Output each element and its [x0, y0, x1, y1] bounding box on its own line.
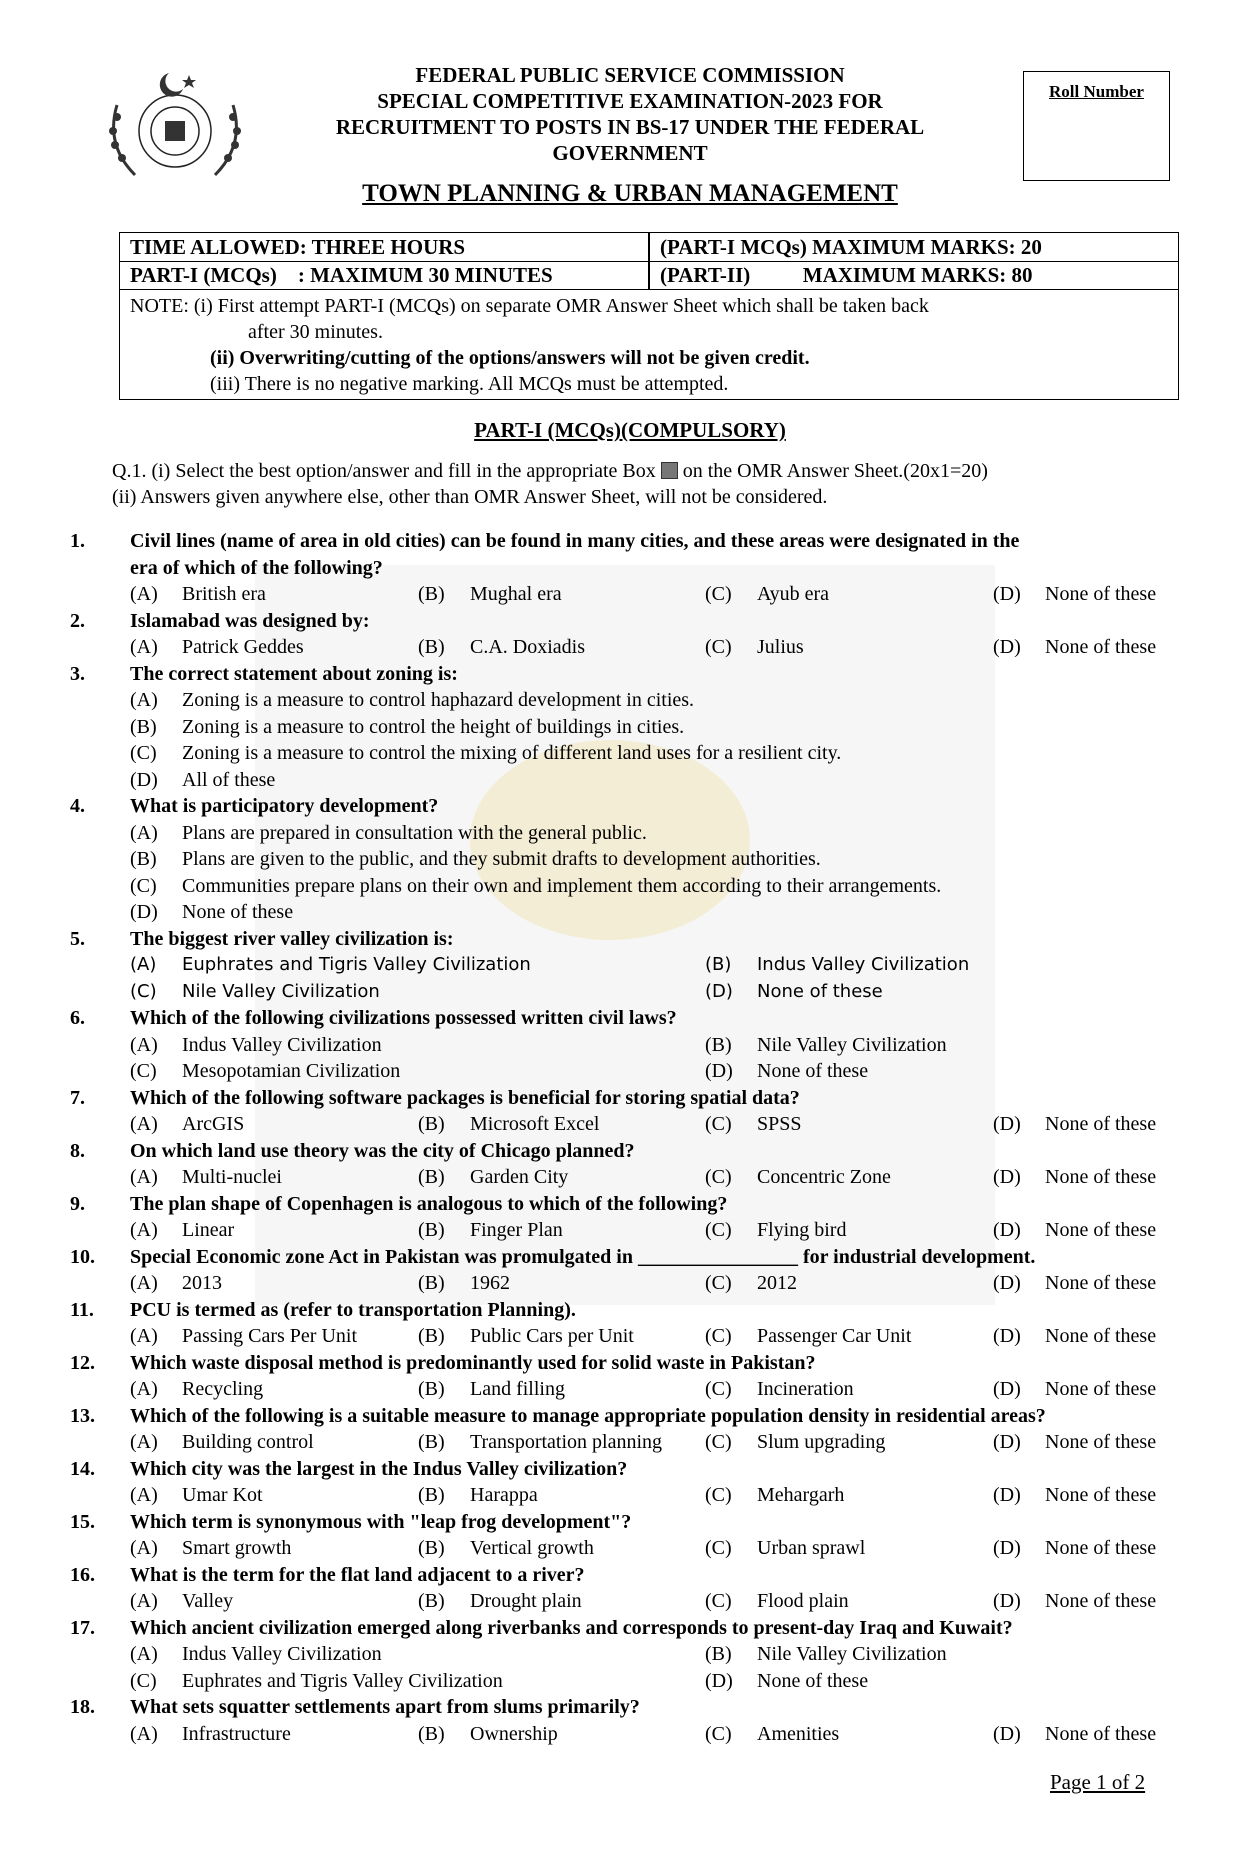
option-d[interactable] [993, 1219, 1156, 1245]
option-text: Nile Valley Civilization [757, 1033, 947, 1056]
option-label: (B) [418, 1113, 445, 1135]
option-text: Concentric Zone [757, 1166, 891, 1188]
option-label: (C) [705, 1272, 732, 1294]
option-a[interactable] [130, 1723, 291, 1749]
option-c[interactable] [130, 981, 380, 1007]
option-c[interactable] [705, 1325, 911, 1351]
question-number: 11. [70, 1298, 94, 1321]
question-text: Which of the following civilizations possessed written civil laws? [130, 1007, 677, 1029]
option-label: (A) [130, 1272, 158, 1294]
option-text: Transportation planning [470, 1431, 663, 1453]
option-d[interactable] [705, 1060, 868, 1086]
question-number: 15. [70, 1510, 95, 1533]
option-label: (B) [418, 636, 445, 658]
option-text: None of these [1045, 1219, 1157, 1241]
part-heading: PART-I (MCQs)(COMPULSORY) [474, 418, 786, 442]
option-text: All of these [182, 768, 276, 791]
omr-box-icon [661, 462, 678, 479]
option-label: (A) [130, 583, 158, 605]
option-text: Ayub era [757, 583, 830, 605]
option-b[interactable] [418, 636, 585, 662]
note-1-cont: after 30 minutes. [248, 321, 383, 343]
option-text: Valley [182, 1590, 234, 1612]
option-label: (C) [705, 636, 732, 658]
option-text: None of these [1045, 1113, 1157, 1135]
option-text: Plans are prepared in consultation with the general public. [182, 821, 647, 844]
page-number: Page 1 of 2 [1050, 1770, 1146, 1794]
option-text: Vertical growth [470, 1537, 594, 1559]
option-d[interactable] [130, 769, 275, 795]
option-text: Land filling [470, 1378, 565, 1400]
option-text: Zoning is a measure to control haphazard development in cities. [182, 689, 695, 711]
option-d[interactable] [130, 901, 293, 927]
instruction-line-1b: on the OMR Answer Sheet.(20x1=20) [682, 460, 988, 482]
option-b[interactable] [418, 1484, 538, 1510]
option-text: British era [182, 583, 266, 605]
option-label: (C) [705, 1378, 732, 1400]
option-c[interactable] [705, 1219, 846, 1245]
option-label: (A) [130, 1431, 158, 1453]
option-text: Mughal era [470, 583, 562, 605]
option-text: Indus Valley Civilization [757, 954, 970, 975]
option-text: None of these [1045, 1325, 1157, 1347]
option-text: None of these [1045, 1722, 1157, 1745]
option-label: (D) [993, 1590, 1021, 1612]
option-label: (B) [418, 1590, 445, 1612]
option-label: (A) [130, 1590, 158, 1612]
question-text: What is the term for the flat land adjacent to a river? [130, 1563, 585, 1586]
option-label: (C) [705, 1219, 732, 1241]
option-a[interactable] [130, 1219, 234, 1245]
note-2: (ii) Overwriting/cutting of the options/answers will not be given credit. [210, 347, 810, 369]
option-label: (A) [130, 1166, 158, 1188]
question-text: Civil lines (name of area in old cities) can be found in many cities, and these areas were designated in the [130, 530, 1020, 552]
option-b[interactable] [705, 1643, 947, 1669]
option-label: (D) [993, 1537, 1021, 1559]
option-b[interactable] [418, 1219, 563, 1245]
question-text: Which ancient civilization emerged along riverbanks and corresponds to present-day Iraq and Kuwait? [130, 1616, 1013, 1639]
option-label: (B) [705, 1643, 732, 1665]
option-label: (D) [705, 980, 733, 1002]
instruction-line-2: (ii) Answers given anywhere else, other than OMR Answer Sheet, will not be considered. [112, 486, 828, 508]
option-text: Mesopotamian Civilization [182, 1060, 401, 1082]
option-label: (D) [993, 583, 1021, 605]
question-number: 8. [70, 1139, 85, 1162]
option-label: (B) [418, 1484, 445, 1506]
question-number: 9. [70, 1192, 85, 1215]
option-text: None of these [757, 1669, 869, 1692]
option-b[interactable] [418, 1378, 565, 1404]
option-label: (C) [130, 874, 157, 897]
option-b[interactable] [418, 1590, 582, 1616]
option-text: Flood plain [757, 1590, 849, 1612]
option-text: None of these [1045, 1378, 1157, 1400]
option-b[interactable] [130, 848, 821, 874]
option-b[interactable] [418, 1723, 558, 1749]
option-label: (B) [418, 1431, 445, 1453]
option-c[interactable] [705, 1484, 844, 1510]
option-text: None of these [1045, 1484, 1157, 1506]
option-a[interactable] [130, 1484, 263, 1510]
option-label: (D) [705, 1060, 733, 1082]
question-text: Which waste disposal method is predominantly used for solid waste in Pakistan? [130, 1351, 816, 1374]
option-text: Garden City [470, 1166, 569, 1188]
option-d[interactable] [993, 1484, 1156, 1510]
option-text: Ownership [470, 1722, 558, 1745]
option-label: (A) [130, 1219, 158, 1241]
option-text: Infrastructure [182, 1722, 291, 1745]
option-d[interactable] [993, 1113, 1156, 1139]
option-text: Amenities [757, 1722, 840, 1745]
question-text: Which term is synonymous with "leap frog development"? [130, 1510, 632, 1533]
option-label: (C) [705, 1722, 732, 1745]
option-label: (A) [130, 954, 157, 975]
option-text: None of these [1045, 636, 1157, 658]
option-text: C.A. Doxiadis [470, 636, 585, 658]
option-text: None of these [757, 980, 883, 1002]
option-c[interactable] [705, 1537, 865, 1563]
option-text: Patrick Geddes [182, 636, 304, 658]
question-number: 1. [70, 530, 85, 552]
exam-notes [130, 293, 1170, 397]
option-b[interactable] [705, 954, 969, 980]
option-text: None of these [1045, 1272, 1157, 1294]
option-text: Umar Kot [182, 1484, 263, 1506]
fpsc-emblem-icon [95, 65, 255, 190]
option-label: (D) [705, 1669, 733, 1692]
option-label: (B) [130, 848, 157, 870]
option-text: None of these [1045, 1537, 1157, 1559]
option-label: (A) [130, 1643, 158, 1665]
option-text: Microsoft Excel [470, 1113, 600, 1135]
option-text: Julius [757, 636, 804, 658]
option-label: (B) [418, 1272, 445, 1294]
question-number: 3. [70, 662, 85, 685]
option-text: Mehargarh [757, 1484, 845, 1506]
option-text: Plans are given to the public, and they submit drafts to development authorities. [182, 848, 821, 870]
option-label: (B) [418, 1378, 445, 1400]
option-text: Linear [182, 1219, 235, 1241]
option-text: 1962 [470, 1272, 510, 1294]
option-a[interactable] [130, 1034, 382, 1060]
option-text: Drought plain [470, 1590, 582, 1612]
option-b[interactable] [418, 1272, 510, 1298]
question-number: 6. [70, 1007, 85, 1029]
option-text: Multi-nuclei [182, 1166, 282, 1188]
question-number: 17. [70, 1616, 95, 1639]
option-label: (B) [130, 715, 157, 738]
option-label: (B) [418, 1219, 445, 1241]
question-number: 7. [70, 1086, 85, 1109]
option-text: None of these [182, 901, 294, 923]
question-number: 10. [70, 1245, 95, 1268]
question-text: Which city was the largest in the Indus Valley civilization? [130, 1457, 628, 1480]
option-text: Finger Plan [470, 1219, 563, 1241]
question-text: Special Economic zone Act in Pakistan was promulgated in ________________ for industrial development. [130, 1245, 1036, 1268]
option-d[interactable] [705, 1670, 868, 1696]
option-d[interactable] [993, 1378, 1156, 1404]
option-text: Recycling [182, 1378, 264, 1400]
option-label: (C) [705, 1166, 732, 1188]
option-label: (D) [993, 1272, 1021, 1294]
question-text: On which land use theory was the city of Chicago planned? [130, 1139, 635, 1162]
option-c[interactable] [705, 1431, 885, 1457]
option-text: SPSS [757, 1113, 802, 1135]
option-d[interactable] [993, 1723, 1156, 1749]
question-text: Which of the following is a suitable measure to manage appropriate population density in residential areas? [130, 1404, 1046, 1427]
header-line: GOVERNMENT [552, 141, 708, 165]
option-d[interactable] [993, 583, 1156, 609]
question-text: Which of the following software packages is beneficial for storing spatial data? [130, 1086, 800, 1109]
option-label: (A) [130, 821, 158, 844]
option-a[interactable] [130, 583, 266, 609]
option-d[interactable] [993, 1590, 1156, 1616]
exam-header [280, 62, 980, 166]
question-text: The biggest river valley civilization is: [130, 927, 454, 950]
option-label: (D) [993, 636, 1021, 658]
question-number: 13. [70, 1404, 95, 1427]
option-a[interactable] [130, 1325, 357, 1351]
option-label: (C) [705, 1113, 732, 1135]
roll-number-label: Roll Number [1049, 82, 1144, 101]
option-label: (D) [130, 768, 158, 791]
question-number: 5. [70, 927, 85, 950]
question-text: PCU is termed as (refer to transportation Planning). [130, 1298, 576, 1321]
option-label: (A) [130, 1722, 158, 1745]
option-text: Incineration [757, 1378, 854, 1400]
question-text: Islamabad was designed by: [130, 609, 370, 632]
question-number: 2. [70, 609, 85, 632]
option-label: (D) [130, 901, 158, 923]
option-c[interactable] [705, 1272, 797, 1298]
option-text: Zoning is a measure to control the mixing of different land uses for a resilient city. [182, 742, 842, 764]
option-c[interactable] [705, 1113, 802, 1139]
option-b[interactable] [418, 1431, 662, 1457]
option-label: (A) [130, 689, 158, 711]
option-c[interactable] [705, 636, 804, 662]
option-a[interactable] [130, 636, 304, 662]
option-label: (C) [130, 742, 157, 764]
option-text: None of these [1045, 1431, 1157, 1453]
column-divider [648, 233, 650, 289]
option-c[interactable] [705, 1590, 849, 1616]
option-text: None of these [757, 1060, 869, 1082]
option-a[interactable] [130, 1537, 291, 1563]
part1-marks: (PART-I MCQs) MAXIMUM MARKS: 20 [660, 235, 1042, 259]
option-a[interactable] [130, 689, 694, 715]
question-number: 12. [70, 1351, 95, 1374]
option-b[interactable] [418, 1113, 599, 1139]
option-label: (D) [993, 1325, 1021, 1347]
part1-time: PART-I (MCQs) : MAXIMUM 30 MINUTES [130, 263, 553, 287]
option-b[interactable] [418, 1166, 568, 1192]
option-label: (A) [130, 1484, 158, 1506]
option-a[interactable] [130, 1378, 263, 1404]
option-text: Building control [182, 1431, 314, 1453]
option-text: Euphrates and Tigris Valley Civilization [182, 1669, 503, 1692]
instruction-line-1a: Q.1. (i) Select the best option/answer and fill in the appropriate Box [112, 460, 656, 482]
option-c[interactable] [130, 1670, 503, 1696]
option-c[interactable] [705, 1378, 854, 1404]
option-label: (D) [993, 1431, 1021, 1453]
option-label: (B) [418, 1722, 445, 1745]
option-label: (C) [130, 1669, 157, 1692]
option-label: (B) [705, 1033, 732, 1056]
option-label: (C) [705, 1431, 732, 1453]
option-text: 2012 [757, 1272, 797, 1294]
option-text: ArcGIS [182, 1113, 245, 1135]
option-label: (D) [993, 1113, 1021, 1135]
exam-info-box [119, 232, 1179, 400]
option-text: Indus Valley Civilization [182, 1033, 382, 1056]
option-b[interactable] [418, 583, 562, 609]
part2-marks: (PART-II) MAXIMUM MARKS: 80 [660, 263, 1033, 287]
question-number: 4. [70, 795, 85, 817]
instructions [112, 458, 1192, 510]
option-a[interactable] [130, 1431, 314, 1457]
option-label: (C) [705, 583, 732, 605]
option-d[interactable] [993, 636, 1156, 662]
option-text: Zoning is a measure to control the height of buildings in cities. [182, 715, 685, 738]
question-number: 16. [70, 1563, 95, 1586]
option-label: (B) [418, 1325, 445, 1347]
question-text: The plan shape of Copenhagen is analogous to which of the following? [130, 1192, 728, 1215]
option-label: (B) [705, 954, 732, 975]
option-label: (C) [130, 980, 157, 1002]
option-c[interactable] [705, 583, 829, 609]
option-b[interactable] [418, 1325, 634, 1351]
question-number: 14. [70, 1457, 95, 1480]
option-d[interactable] [993, 1325, 1156, 1351]
option-text: Communities prepare plans on their own and implement them according to their arrangements. [182, 874, 942, 897]
option-label: (A) [130, 636, 158, 658]
option-text: Nile Valley Civilization [757, 1643, 947, 1665]
option-label: (A) [130, 1325, 158, 1347]
option-a[interactable] [130, 1272, 222, 1298]
option-label: (B) [418, 1166, 445, 1188]
option-text: Passing Cars Per Unit [182, 1325, 357, 1347]
option-label: (D) [993, 1378, 1021, 1400]
option-c[interactable] [705, 1166, 891, 1192]
roll-number-box[interactable] [1023, 71, 1170, 181]
option-d[interactable] [705, 981, 883, 1007]
option-text: 2013 [182, 1272, 222, 1294]
option-d[interactable] [993, 1537, 1156, 1563]
option-b[interactable] [130, 716, 684, 742]
question-text: What sets squatter settlements apart from slums primarily? [130, 1696, 640, 1718]
question-text: The correct statement about zoning is: [130, 662, 458, 685]
question-text: era of which of the following? [130, 556, 383, 579]
option-c[interactable] [130, 1060, 400, 1086]
time-allowed: TIME ALLOWED: THREE HOURS [130, 235, 466, 259]
option-a[interactable] [130, 1590, 233, 1616]
option-label: (A) [130, 1537, 158, 1559]
option-label: (A) [130, 1113, 158, 1135]
option-text: Nile Valley Civilization [182, 980, 380, 1002]
option-label: (D) [993, 1484, 1021, 1506]
header-line: FEDERAL PUBLIC SERVICE COMMISSION [415, 63, 845, 87]
option-label: (D) [993, 1166, 1021, 1188]
option-a[interactable] [130, 1166, 282, 1192]
option-label: (C) [130, 1060, 157, 1082]
option-label: (B) [418, 583, 445, 605]
option-a[interactable] [130, 822, 647, 848]
option-d[interactable] [993, 1272, 1156, 1298]
option-label: (B) [418, 1537, 445, 1559]
option-text: Passenger Car Unit [757, 1325, 912, 1347]
option-c[interactable] [130, 742, 841, 768]
subject-title: TOWN PLANNING & URBAN MANAGEMENT [362, 180, 898, 207]
option-label: (D) [993, 1722, 1021, 1745]
note-3: (iii) There is no negative marking. All MCQs must be attempted. [210, 373, 729, 395]
option-text: Harappa [470, 1484, 538, 1506]
option-text: Slum upgrading [757, 1431, 886, 1453]
option-text: Indus Valley Civilization [182, 1643, 382, 1665]
header-line: RECRUITMENT TO POSTS IN BS-17 UNDER THE FEDERAL [335, 115, 925, 139]
option-c[interactable] [705, 1723, 839, 1749]
option-a[interactable] [130, 1113, 244, 1139]
option-label: (C) [705, 1590, 732, 1612]
option-label: (A) [130, 1033, 158, 1056]
question-text: What is participatory development? [130, 795, 439, 817]
option-text: None of these [1045, 1166, 1157, 1188]
option-b[interactable] [705, 1034, 947, 1060]
option-text: Public Cars per Unit [470, 1325, 634, 1347]
option-label: (D) [993, 1219, 1021, 1241]
option-b[interactable] [418, 1537, 594, 1563]
option-label: (C) [705, 1325, 732, 1347]
option-d[interactable] [993, 1166, 1156, 1192]
option-c[interactable] [130, 875, 941, 901]
option-text: Euphrates and Tigris Valley Civilization [182, 954, 531, 975]
option-a[interactable] [130, 1643, 382, 1669]
option-text: Smart growth [182, 1537, 292, 1559]
option-text: None of these [1045, 583, 1157, 605]
option-text: None of these [1045, 1590, 1157, 1612]
option-label: (C) [705, 1537, 732, 1559]
option-text: Urban sprawl [757, 1537, 866, 1559]
note-1: NOTE: (i) First attempt PART-I (MCQs) on separate OMR Answer Sheet which shall be taken back [130, 295, 929, 317]
option-label: (C) [705, 1484, 732, 1506]
option-a[interactable] [130, 954, 531, 980]
question-number: 18. [70, 1696, 95, 1718]
option-d[interactable] [993, 1431, 1156, 1457]
option-text: Flying bird [757, 1219, 847, 1241]
header-line: SPECIAL COMPETITIVE EXAMINATION-2023 FOR [377, 89, 883, 113]
option-label: (A) [130, 1378, 158, 1400]
